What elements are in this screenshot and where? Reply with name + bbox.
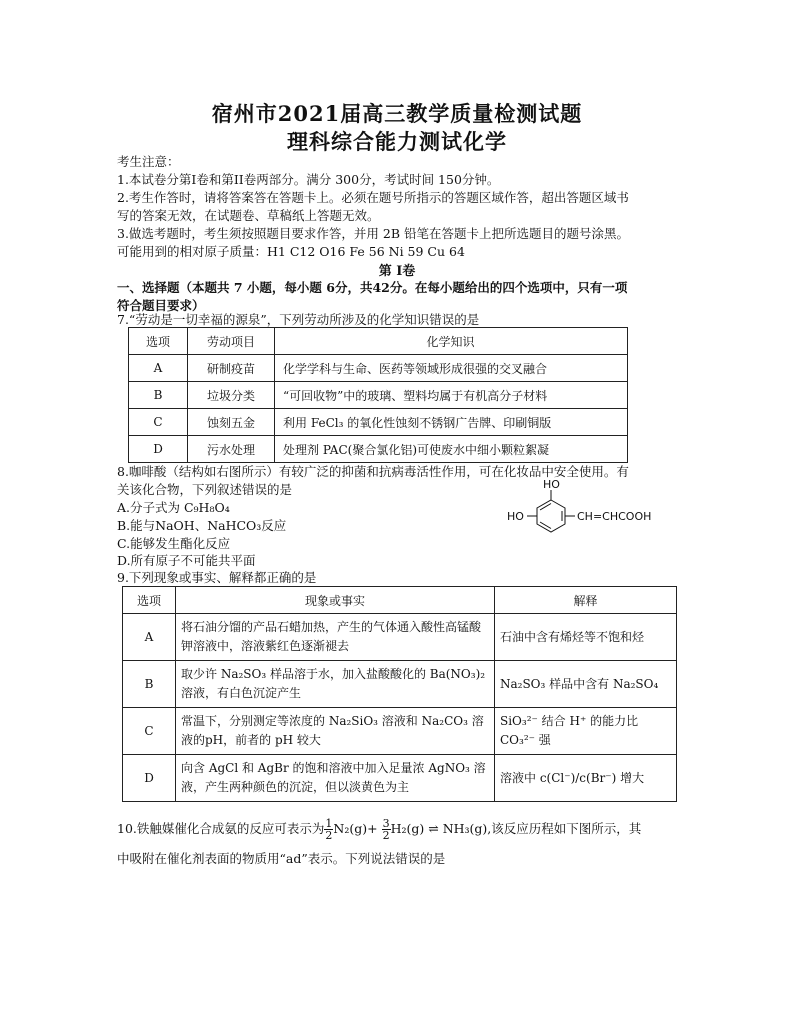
- table-cell: 向含 AgCl 和 AgBr 的饱和溶液中加入足量浓 AgNO₃ 溶液，产生两种颜色的沉淀，但以淡黄色为主: [176, 755, 495, 802]
- table-cell: 垃圾分类: [188, 382, 275, 409]
- table-header: 化学知识: [275, 328, 628, 355]
- notice-item-2b: 写的答案无效，在试题卷、草稿纸上答题无效。: [117, 208, 380, 223]
- q8-option-b: B.能与NaOH、NaHCO₃反应: [117, 518, 287, 533]
- table-cell: B: [129, 382, 188, 409]
- table-cell: 取少许 Na₂SO₃ 样品溶于水，加入盐酸酸化的 Ba(NO₃)₂ 溶液，有白色沉淀产生: [176, 661, 495, 708]
- table-cell: D: [123, 755, 176, 802]
- table-cell: B: [123, 661, 176, 708]
- q10-prefix: 10.铁触媒催化合成氨的反应可表示为: [117, 821, 325, 836]
- table-row: [129, 436, 628, 463]
- q8-stem-a: 8.咖啡酸（结构如右图所示）有较广泛的抑菌和抗病毒活性作用，可在化妆品中安全使用。有: [117, 464, 629, 479]
- q10-h2: H₂(g): [390, 821, 425, 836]
- hydroxyl-left-label: HO: [507, 510, 524, 523]
- q10-stem-line2: 中吸附在催化剂表面的物质用“ad”表示。下列说法错误的是: [117, 851, 446, 866]
- table-cell: C: [123, 708, 176, 755]
- table-row: [123, 708, 677, 755]
- table-header: 现象或事实: [176, 587, 495, 614]
- table-cell: 石油中含有烯烃等不饱和烃: [495, 614, 677, 661]
- exam-title: 宿州市2021届高三教学质量检测试题: [211, 101, 583, 126]
- part1-label: 第 I卷: [378, 264, 416, 279]
- table-header: 劳动项目: [188, 328, 275, 355]
- table-row: [123, 661, 677, 708]
- q7-stem: 7.“劳动是一切幸福的源泉”，下列劳动所涉及的化学知识错误的是: [117, 312, 480, 327]
- table-row: [129, 409, 628, 436]
- table-cell: 利用 FeCl₃ 的氧化性蚀刻不锈钢广告牌、印刷铜版: [275, 409, 628, 436]
- section-heading-a: 一、选择题（本题共 7 小题，每小题 6分，共42分。在每小题给出的四个选项中，只有一项: [117, 280, 628, 295]
- q9-table: [122, 586, 677, 802]
- equilibrium-arrow: ⇌: [428, 821, 439, 836]
- table-header-row: [123, 587, 677, 614]
- notice-item-3: 3.做选考题时，考生须按照题目要求作答，并用 2B 铅笔在答题卡上把所选题目的题号涂黑。: [117, 226, 630, 241]
- q10-stem-line1: [117, 818, 641, 841]
- notice-item-2a: 2.考生作答时，请将答案答在答题卡上。必须在题号所指示的答题区域作答，超出答题区域书: [117, 190, 629, 205]
- q8-option-d: D.所有原子不可能共平面: [117, 553, 256, 568]
- section-heading-b: 符合题目要求）: [117, 298, 205, 313]
- q10-n2: N₂(g)+: [333, 821, 378, 836]
- table-cell: 研制疫苗: [188, 355, 275, 382]
- fraction-denominator: 2: [325, 829, 333, 842]
- table-header: 选项: [129, 328, 188, 355]
- table-cell: 将石油分馏的产品石蜡加热，产生的气体通入酸性高锰酸钾溶液中，溶液紫红色逐渐褪去: [176, 614, 495, 661]
- fraction-numerator: 3: [382, 817, 390, 830]
- q10-nh3: NH₃(g),该反应历程如下图所示，其: [442, 821, 642, 836]
- ring-double-bond: [540, 522, 551, 529]
- q8-option-c: C.能够发生酯化反应: [117, 536, 231, 551]
- table-cell: 污水处理: [188, 436, 275, 463]
- table-row: [129, 382, 628, 409]
- side-chain-label: CH=CHCOOH: [577, 510, 652, 523]
- table-row: [129, 355, 628, 382]
- table-cell: 常温下，分别测定等浓度的 Na₂SiO₃ 溶液和 Na₂CO₃ 溶液的pH，前者的 pH 较大: [176, 708, 495, 755]
- q8-option-a: A.分子式为 C₉H₈O₄: [117, 500, 230, 515]
- fraction-numerator: 1: [325, 817, 333, 830]
- table-cell: “可回收物”中的玻璃、塑料均属于有机高分子材料: [275, 382, 628, 409]
- table-cell: 处理剂 PAC(聚合氯化铝)可使废水中细小颗粒絮凝: [275, 436, 628, 463]
- table-header: 解释: [495, 587, 677, 614]
- table-cell: 溶液中 c(Cl⁻)/c(Br⁻) 增大: [495, 755, 677, 802]
- table-row: [123, 755, 677, 802]
- fraction-denominator: 2: [382, 829, 390, 842]
- ring-double-bond: [540, 504, 551, 511]
- table-cell: SiO₃²⁻ 结合 H⁺ 的能力比 CO₃²⁻ 强: [495, 708, 677, 755]
- atomic-masses: 可能用到的相对原子质量：H1 C12 O16 Fe 56 Ni 59 Cu 64: [117, 244, 465, 259]
- table-header-row: [129, 328, 628, 355]
- notice-item-1: 1.本试卷分第I卷和第II卷两部分。满分 300分，考试时间 150分钟。: [117, 172, 500, 187]
- table-row: [123, 614, 677, 661]
- table-cell: Na₂SO₃ 样品中含有 Na₂SO₄: [495, 661, 677, 708]
- hydroxyl-top-label: HO: [543, 478, 560, 491]
- table-header: 选项: [123, 587, 176, 614]
- table-cell: 化学学科与生命、医药等领域形成很强的交叉融合: [275, 355, 628, 382]
- table-cell: C: [129, 409, 188, 436]
- q9-stem: 9.下列现象或事实、解释都正确的是: [117, 570, 317, 585]
- table-cell: A: [129, 355, 188, 382]
- q7-table: [128, 327, 628, 463]
- fraction-three-halves: [382, 818, 391, 841]
- table-cell: D: [129, 436, 188, 463]
- q8-stem-b: 关该化合物，下列叙述错误的是: [117, 482, 293, 497]
- table-cell: 蚀刻五金: [188, 409, 275, 436]
- caffeic-acid-structure: [505, 478, 675, 556]
- table-cell: A: [123, 614, 176, 661]
- notice-heading: 考生注意：: [117, 154, 180, 169]
- exam-subtitle: 理科综合能力测试化学: [287, 129, 507, 154]
- benzene-ring: [537, 500, 565, 532]
